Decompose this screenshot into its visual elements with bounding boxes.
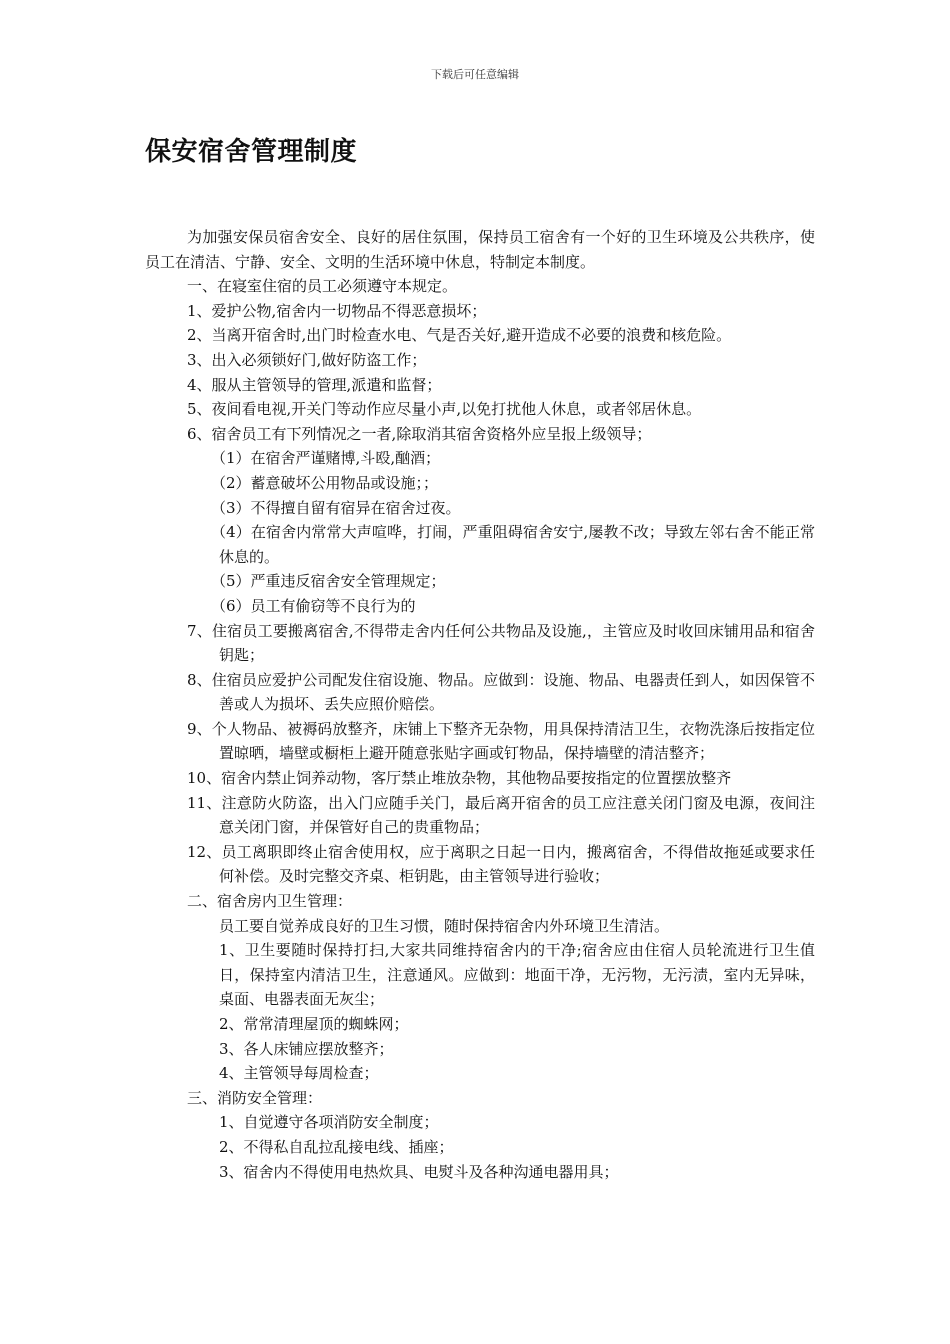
section1-sub-item: （5）严重违反宿舍安全管理规定； (211, 572, 446, 591)
section1-item: 5、夜间看电视,开关门等动作应尽量小声,以免打扰他人休息，或者邻居休息。 (187, 400, 702, 419)
section3-item: 3、宿舍内不得使用电热炊具、电熨斗及各种沟通电器用具； (219, 1162, 619, 1181)
section1-sub-item: （2）蓄意破坏公用物品或设施；； (211, 473, 439, 492)
section2-item: 2、常常清理屋顶的蜘蛛网； (219, 1015, 409, 1033)
section2-item: 4、主管领导每周检查； (219, 1064, 379, 1083)
section1-item: 11、注意防火防盗，出入门应随手关门，最后离开宿舍的员工应注意关闭门窗及电源，夜间注意关闭门窗，并保管好自己的贵重物品； (187, 793, 815, 837)
header-note: 下载后可任意编辑 (431, 68, 519, 81)
section1-item: 7、住宿员工要搬离宿舍,不得带走舍内任何公共物品及设施,，主管应及时收回床铺用品和宿舍钥匙； (187, 621, 815, 665)
section2-item: 1、卫生要随时保持打扫,大家共同维持宿舍内的干净;宿舍应由住宿人员轮流进行卫生值日，保持室内清洁卫生，注意通风。应做到：地面干净，无污物，无污渍，室内无异味，桌面、电器表面无灰尘； (219, 941, 815, 1009)
section1-item: 9、个人物品、被褥码放整齐，床铺上下整齐无杂物，用具保持清洁卫生，衣物洗涤后按指定位置晾晒，墙壁或橱柜上避开随意张贴字画或钉物品，保持墙壁的清洁整齐； (187, 719, 815, 763)
section2-lead: 员工要自觉养成良好的卫生习惯，随时保持宿舍内外环境卫生清洁。 (219, 916, 670, 935)
section1-item: 1、爱护公物,宿舍内一切物品不得恶意损坏； (187, 301, 487, 320)
section2-item: 3、各人床铺应摆放整齐； (219, 1039, 394, 1058)
section1-sub-item: （3）不得擅自留有宿异在宿舍过夜。 (211, 498, 461, 517)
section1-item: 8、住宿员应爱护公司配发住宿设施、物品。应做到：设施、物品、电器责任到人，如因保管不善或人为损坏、丢失应照价赔偿。 (187, 670, 815, 714)
section1-item: 6、宿舍员工有下列情况之一者,除取消其宿舍资格外应呈报上级领导； (187, 424, 652, 443)
section1-item: 2、当离开宿舍时,出门时检查水电、气是否关好,避开造成不必要的浪费和核危险。 (187, 326, 732, 345)
section1-sub-item: （4）在宿舍内常常大声喧哗，打闹，严重阻碍宿舍安宁,屡教不改；导致左邻右舍不能正常休息的。 (211, 523, 815, 566)
section1-item: 10、宿舍内禁止饲养动物，客厅禁止堆放杂物，其他物品要按指定的位置摆放整齐 (187, 769, 732, 788)
document-title: 保安宿舍管理制度 (145, 137, 358, 167)
document-body (145, 225, 815, 1184)
section3-heading: 三、消防安全管理： (187, 1088, 323, 1107)
section1-item: 4、服从主管领导的管理,派遣和监督； (187, 375, 442, 394)
section1-sub-item: （6）员工有偷窃等不良行为的 (211, 596, 416, 615)
section1-heading: 一、在寝室住宿的员工必须遵守本规定。 (187, 277, 458, 296)
section1-item: 12、员工离职即终止宿舍使用权，应于离职之日起一日内，搬离宿舍，不得借故拖延或要求任何补偿。及时完整交齐桌、柜钥匙，由主管领导进行验收； (187, 842, 815, 886)
section3-item: 2、不得私自乱拉乱接电线、插座； (219, 1137, 454, 1156)
section2-heading: 二、宿舍房内卫生管理： (187, 892, 353, 911)
intro-paragraph: 为加强安保员宿舍安全、良好的居住氛围，保持员工宿舍有一个好的卫生环境及公共秩序，使员工在清洁、宁静、安全、文明的生活环境中休息，特制定本制度。 (145, 228, 815, 271)
section1-item: 3、出入必须锁好门,做好防盗工作； (187, 350, 427, 369)
section1-sub-item: （1）在宿舍严谨赌博,斗殴,酗酒； (211, 449, 441, 468)
section3-item: 1、自觉遵守各项消防安全制度； (219, 1113, 439, 1132)
